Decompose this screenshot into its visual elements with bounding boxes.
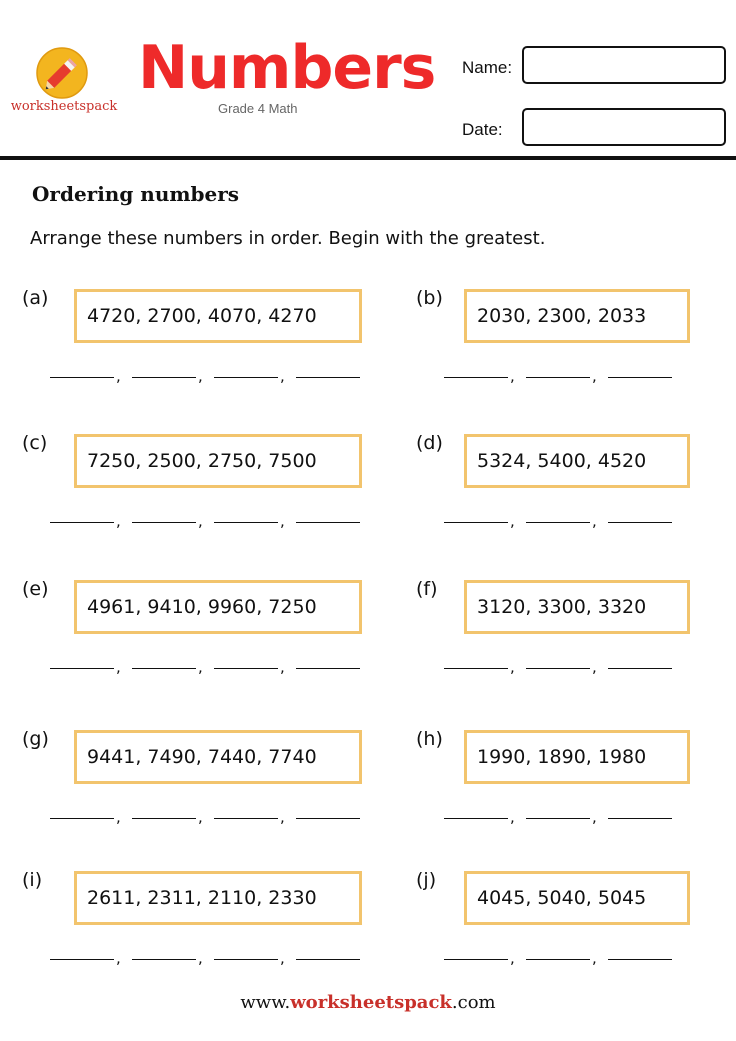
blank-separator: , [510, 658, 515, 676]
problem-item [416, 869, 736, 989]
numbers-box: 4045, 5040, 5045 [464, 871, 690, 925]
problem-label: (j) [416, 869, 437, 891]
answer-blank[interactable] [214, 818, 278, 819]
answer-blank[interactable] [444, 818, 508, 819]
problem-item [416, 287, 736, 407]
problem-label: (b) [416, 287, 443, 309]
numbers-box: 1990, 1890, 1980 [464, 730, 690, 784]
blank-separator: , [280, 367, 285, 385]
blank-separator: , [280, 658, 285, 676]
blank-separator: , [280, 949, 285, 967]
blank-separator: , [116, 512, 121, 530]
answer-blank[interactable] [132, 522, 196, 523]
answer-blank[interactable] [296, 818, 360, 819]
answer-blank[interactable] [296, 377, 360, 378]
answer-blank[interactable] [132, 377, 196, 378]
numbers-box: 4961, 9410, 9960, 7250 [74, 580, 362, 634]
answer-blank[interactable] [526, 377, 590, 378]
date-field[interactable] [522, 108, 726, 146]
answer-blank[interactable] [526, 959, 590, 960]
problem-label: (f) [416, 578, 438, 600]
blank-separator: , [510, 808, 515, 826]
blank-separator: , [592, 808, 597, 826]
problem-item [416, 432, 736, 552]
answer-blank[interactable] [526, 818, 590, 819]
answer-blank[interactable] [444, 959, 508, 960]
answer-blank[interactable] [50, 818, 114, 819]
date-label: Date: [462, 120, 503, 139]
blank-separator: , [592, 949, 597, 967]
problem-label: (e) [22, 578, 49, 600]
problem-label: (d) [416, 432, 443, 454]
blank-separator: , [116, 808, 121, 826]
blank-separator: , [116, 949, 121, 967]
numbers-box: 9441, 7490, 7440, 7740 [74, 730, 362, 784]
footer-prefix: www. [240, 992, 291, 1013]
problem-label: (a) [22, 287, 49, 309]
instruction-text: Arrange these numbers in order. Begin with the greatest. [30, 228, 546, 249]
blank-separator: , [510, 949, 515, 967]
blank-separator: , [198, 808, 203, 826]
numbers-box: 5324, 5400, 4520 [464, 434, 690, 488]
blank-separator: , [198, 658, 203, 676]
problem-item [22, 287, 362, 407]
answer-blank[interactable] [214, 522, 278, 523]
answer-blank[interactable] [214, 377, 278, 378]
answer-blank[interactable] [608, 377, 672, 378]
blank-separator: , [510, 367, 515, 385]
blank-separator: , [116, 367, 121, 385]
answer-blank[interactable] [50, 959, 114, 960]
answer-blank[interactable] [296, 668, 360, 669]
footer-url[interactable] [0, 992, 736, 1013]
blank-separator: , [592, 658, 597, 676]
numbers-box: 2611, 2311, 2110, 2330 [74, 871, 362, 925]
problem-label: (i) [22, 869, 43, 891]
answer-blank[interactable] [444, 377, 508, 378]
answer-blank[interactable] [608, 522, 672, 523]
answer-blank[interactable] [214, 959, 278, 960]
problem-item [22, 578, 362, 698]
blank-separator: , [116, 658, 121, 676]
answer-blank[interactable] [50, 377, 114, 378]
blank-separator: , [280, 512, 285, 530]
answer-blank[interactable] [444, 522, 508, 523]
answer-blank[interactable] [296, 522, 360, 523]
footer-suffix: .com [451, 992, 496, 1013]
answer-blank[interactable] [608, 668, 672, 669]
answer-blank[interactable] [296, 959, 360, 960]
name-field[interactable] [522, 46, 726, 84]
answer-blank[interactable] [526, 522, 590, 523]
answer-blank[interactable] [132, 668, 196, 669]
blank-separator: , [198, 367, 203, 385]
name-label: Name: [462, 58, 513, 77]
problem-label: (g) [22, 728, 49, 750]
problem-item [22, 869, 362, 989]
section-title: Ordering numbers [32, 182, 240, 206]
answer-blank[interactable] [526, 668, 590, 669]
header-divider [0, 156, 736, 160]
numbers-box: 4720, 2700, 4070, 4270 [74, 289, 362, 343]
answer-blank[interactable] [214, 668, 278, 669]
page-subtitle: Grade 4 Math [218, 101, 298, 116]
logo-wordmark: worksheetspack [10, 99, 118, 114]
blank-separator: , [592, 367, 597, 385]
problem-label: (h) [416, 728, 443, 750]
problem-item [416, 578, 736, 698]
numbers-box: 2030, 2300, 2033 [464, 289, 690, 343]
problem-label: (c) [22, 432, 48, 454]
footer-brand: worksheetspack [290, 992, 452, 1013]
numbers-box: 7250, 2500, 2750, 7500 [74, 434, 362, 488]
blank-separator: , [592, 512, 597, 530]
blank-separator: , [280, 808, 285, 826]
answer-blank[interactable] [132, 959, 196, 960]
blank-separator: , [198, 949, 203, 967]
answer-blank[interactable] [608, 959, 672, 960]
answer-blank[interactable] [608, 818, 672, 819]
problem-item [416, 728, 736, 848]
answer-blank[interactable] [50, 522, 114, 523]
answer-blank[interactable] [444, 668, 508, 669]
page-title: Numbers [138, 33, 436, 103]
problem-item [22, 728, 362, 848]
answer-blank[interactable] [132, 818, 196, 819]
blank-separator: , [198, 512, 203, 530]
blank-separator: , [510, 512, 515, 530]
pencil-logo-icon [36, 47, 88, 99]
numbers-box: 3120, 3300, 3320 [464, 580, 690, 634]
problem-item [22, 432, 362, 552]
answer-blank[interactable] [50, 668, 114, 669]
